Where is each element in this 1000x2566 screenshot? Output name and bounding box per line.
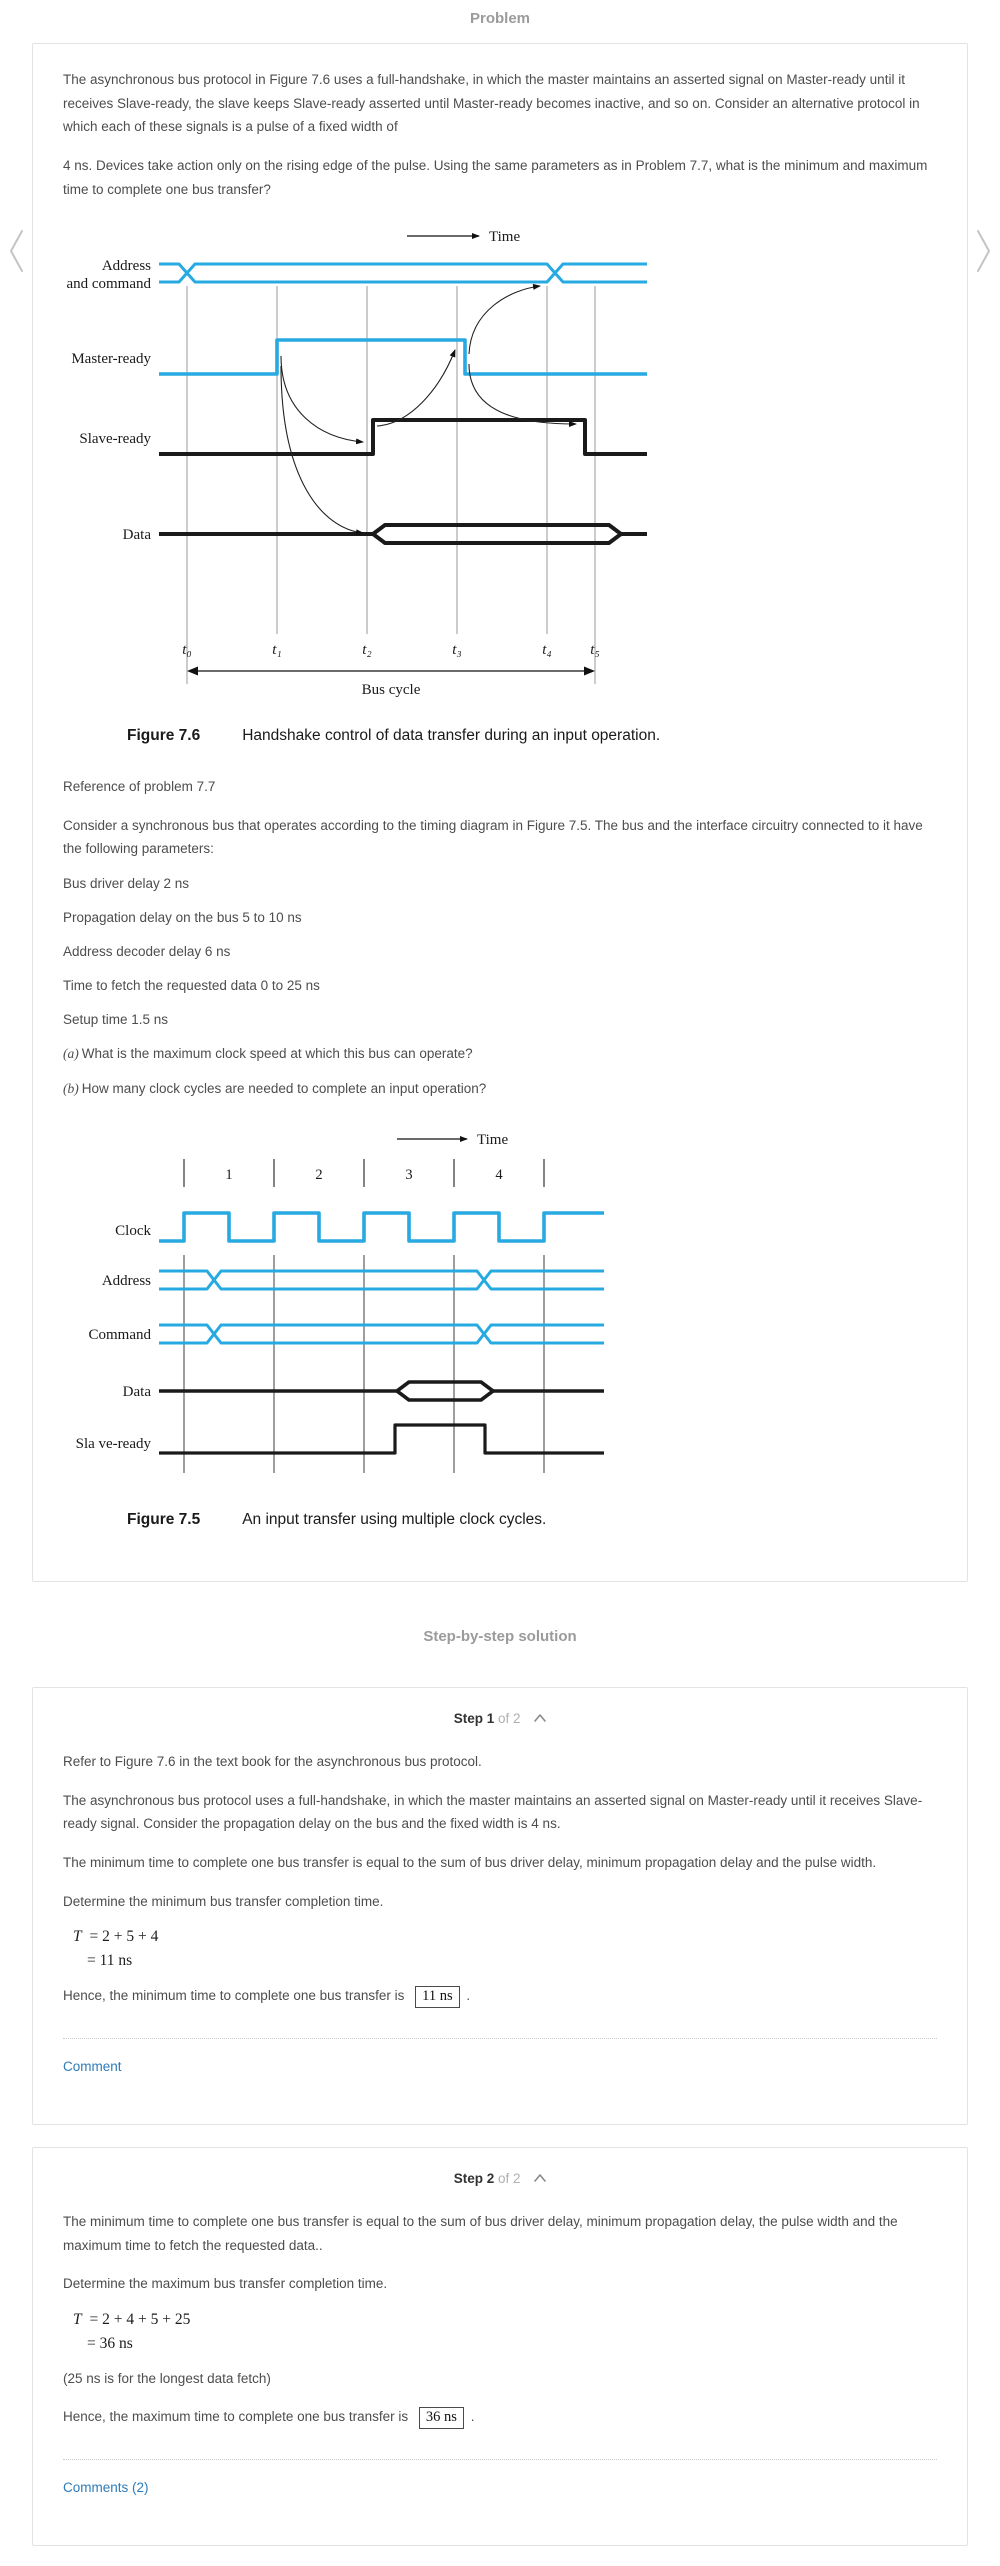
tick-t5: t₅ xyxy=(590,642,600,659)
data-label: Data xyxy=(122,527,151,544)
slave-ready-label: Sla ve-ready xyxy=(75,1436,151,1452)
step-1-conclusion xyxy=(63,1986,937,2008)
step-2-header[interactable] xyxy=(63,2164,937,2210)
data-signal xyxy=(159,525,647,543)
question-a xyxy=(63,1046,937,1062)
figure-7-6-timing-diagram xyxy=(47,216,687,701)
step-2-equation-line-2: = 36 ns xyxy=(87,2335,133,2352)
tick-t4: t₄ xyxy=(542,642,552,659)
solution-header: Step-by-step solution xyxy=(423,1628,577,1645)
step-1-paragraph-1: Refer to Figure 7.6 in the text book for the asynchronous bus protocol. xyxy=(63,1754,482,1769)
cycle-number-3: 3 xyxy=(405,1167,413,1183)
question-b-text: How many clock cycles are needed to complete an input operation? xyxy=(81,1081,487,1096)
step-2-note: (25 ns is for the longest data fetch) xyxy=(63,2371,271,2386)
problem-card xyxy=(32,43,968,1582)
step-2-conclusion xyxy=(63,2407,937,2429)
equation-rhs: = 2 + 5 + 4 xyxy=(89,1928,159,1946)
next-problem-button[interactable] xyxy=(973,228,993,279)
figure-7-5-caption-label: Figure 7.5 xyxy=(127,1511,201,1528)
step-2-conclusion-text: Hence, the maximum time to complete one bus transfer is xyxy=(63,2408,409,2424)
reference-intro: Consider a synchronous bus that operates according to the timing diagram in Figure 7.5. The bus and the interface circuitry connected to it have the following parameters: xyxy=(63,817,923,857)
address-command-signal xyxy=(159,264,647,282)
divider xyxy=(63,2459,937,2460)
command-label: Command xyxy=(88,1327,151,1343)
divider xyxy=(63,2038,937,2039)
tick-t0: t₀ xyxy=(182,642,192,659)
master-ready-signal xyxy=(159,340,647,374)
clock-signal xyxy=(159,1213,604,1241)
question-a-label: (a) xyxy=(63,1046,79,1061)
problem-paragraph-2: 4 ns. Devices take action only on the rising edge of the pulse. Using the same parameters as in Problem 7.7, what is the minimum and maximum time to complete one bus transfer? xyxy=(63,157,928,197)
tick-t2: t₂ xyxy=(362,642,372,659)
chevron-up-icon xyxy=(534,2174,546,2182)
data-signal xyxy=(159,1382,604,1400)
figure-7-5-caption-text: An input transfer using multiple clock cycles. xyxy=(242,1511,547,1528)
cycle-number-4: 4 xyxy=(495,1167,503,1183)
master-ready-label: Master-ready xyxy=(71,351,151,368)
clock-label: Clock xyxy=(115,1223,151,1239)
parameter-line: Address decoder delay 6 ns xyxy=(63,944,231,959)
data-label: Data xyxy=(122,1384,151,1400)
time-label: Time xyxy=(489,229,521,246)
figure-7-6-caption-text: Handshake control of data transfer during an input operation. xyxy=(242,727,661,745)
step-1-paragraph-2: The asynchronous bus protocol uses a full-handshake, in which the master maintains an asserted signal on Master-ready until it receives Slave-ready signal. Consider the propagation delay on the bus and the fixed width is 4 ns. xyxy=(63,1792,923,1832)
slave-ready-signal xyxy=(159,1425,604,1453)
figure-7-6-caption-label: Figure 7.6 xyxy=(127,727,201,745)
address-signal xyxy=(159,1271,604,1289)
step-1-title-suffix: of 2 xyxy=(497,1711,521,1726)
collapse-step-2-button[interactable] xyxy=(534,2170,546,2185)
time-label: Time xyxy=(477,1132,509,1148)
address-command-label-line1: Address xyxy=(101,258,151,275)
cycle-ticks xyxy=(184,1159,544,1187)
step-1-conclusion-period: . xyxy=(466,1988,471,2004)
step-2-conclusion-period: . xyxy=(470,2408,475,2424)
step-2-answer-box: 36 ns xyxy=(419,2407,464,2429)
figure-7-5-caption xyxy=(127,1511,937,1529)
equation-variable: T xyxy=(73,2311,82,2328)
figure-7-6 xyxy=(63,216,937,745)
bus-cycle-span xyxy=(187,667,595,699)
figure-7-6-caption xyxy=(127,727,937,745)
step-1-paragraph-4: Determine the minimum bus transfer completion time. xyxy=(63,1893,384,1909)
tick-t1: t₁ xyxy=(272,642,282,659)
time-gridlines xyxy=(187,286,595,684)
step-2-title-suffix: of 2 xyxy=(497,2171,521,2187)
slave-ready-label: Slave-ready xyxy=(79,431,151,448)
step-1-comment-link[interactable]: Comment xyxy=(63,2059,122,2075)
time-arrow xyxy=(397,1132,508,1148)
figure-7-5-timing-diagram xyxy=(47,1123,687,1485)
parameter-line: Setup time 1.5 ns xyxy=(63,1012,169,1027)
step-1-equation-line-2: = 11 ns xyxy=(87,1952,133,1970)
tick-labels xyxy=(182,642,599,658)
bus-cycle-label: Bus cycle xyxy=(361,682,421,699)
cycle-number-2: 2 xyxy=(315,1167,323,1183)
step-2-equation-line-1 xyxy=(73,2311,937,2329)
step-1-conclusion-text: Hence, the minimum time to complete one bus transfer is xyxy=(63,1988,405,2004)
step-2-comments-link[interactable]: Comments (2) xyxy=(63,2479,149,2495)
step-1-card xyxy=(32,1687,968,2125)
problem-paragraph-1: The asynchronous bus protocol in Figure 7.6 uses a full-handshake, in which the master maintains an asserted signal on Master-ready until it receives Slave-ready, the slave keeps Slave-ready asserted until Master-ready becomes inactive, and so on. Consider an alternative protocol in which each of these signals is a pulse of a fixed width of xyxy=(63,72,920,135)
step-1-title: Step 1 xyxy=(453,1711,495,1726)
command-signal xyxy=(159,1325,604,1343)
parameter-line: Propagation delay on the bus 5 to 10 ns xyxy=(63,910,302,925)
parameter-line: Time to fetch the requested data 0 to 25 ns xyxy=(63,978,320,993)
collapse-step-1-button[interactable] xyxy=(534,1710,546,1725)
cycle-number-1: 1 xyxy=(225,1167,233,1183)
question-b-label: (b) xyxy=(63,1081,79,1096)
chevron-right-icon xyxy=(973,228,993,274)
reference-title: Reference of problem 7.7 xyxy=(63,779,216,795)
causal-arrows xyxy=(281,286,576,533)
address-label: Address xyxy=(101,1273,151,1289)
question-b xyxy=(63,1081,937,1097)
question-a-text: What is the maximum clock speed at which this bus can operate? xyxy=(81,1046,473,1061)
problem-header: Problem xyxy=(469,10,530,27)
address-command-label-line2: and command xyxy=(66,276,151,293)
step-1-paragraph-3: The minimum time to complete one bus transfer is equal to the sum of bus driver delay, minimum propagation delay and the pulse width. xyxy=(63,1854,877,1870)
step-2-title: Step 2 xyxy=(453,2171,495,2187)
figure-7-5 xyxy=(63,1123,937,1529)
step-2-paragraph-1: The minimum time to complete one bus transfer is equal to the sum of bus driver delay, minimum propagation delay, the pulse width and the maximum time to fetch the requested data.. xyxy=(63,2214,898,2253)
step-1-equation-line-1 xyxy=(73,1928,937,1946)
step-2-paragraph-2: Determine the maximum bus transfer completion time. xyxy=(63,2276,388,2292)
parameter-line: Bus driver delay 2 ns xyxy=(63,876,190,891)
chevron-left-icon xyxy=(7,228,27,274)
equation-rhs: = 2 + 4 + 5 + 25 xyxy=(89,2311,191,2328)
tick-t3: t₃ xyxy=(452,642,462,659)
slave-ready-signal xyxy=(159,420,647,454)
step-1-header[interactable] xyxy=(63,1704,937,1750)
time-arrow xyxy=(407,229,520,245)
step-1-answer-box: 11 ns xyxy=(415,1986,459,2008)
step-2-card xyxy=(32,2147,968,2546)
previous-problem-button[interactable] xyxy=(7,228,27,279)
chevron-up-icon xyxy=(534,1714,546,1722)
equation-variable: T xyxy=(73,1928,82,1946)
